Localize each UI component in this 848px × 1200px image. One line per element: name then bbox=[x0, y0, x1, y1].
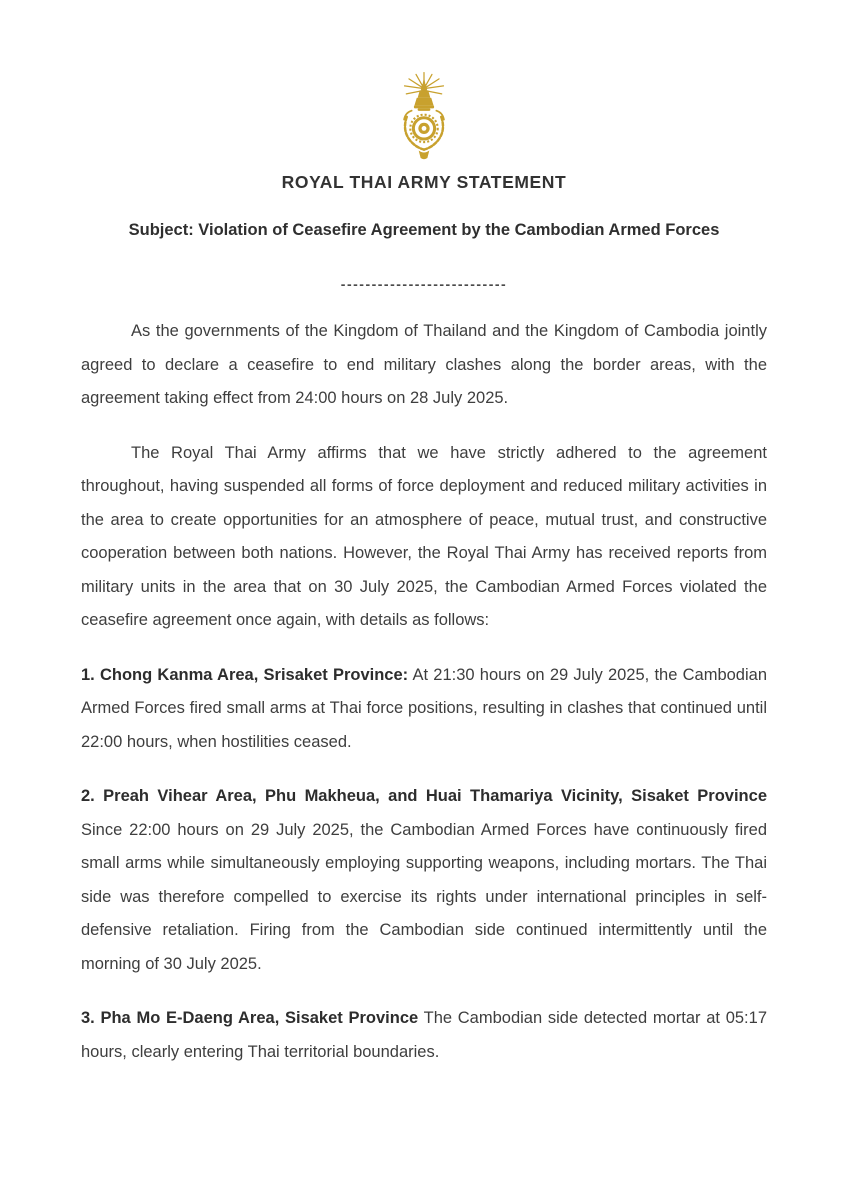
incident-1-text: At 21:30 hours on 29 July 2025, the Cambodian Armed Forces fired small arms at Thai force positions, resulting in clashes that continued until 22:00 hours, when hostilities ceased. bbox=[81, 665, 767, 751]
incident-item-3 bbox=[81, 1002, 767, 1069]
royal-thai-army-crest-icon bbox=[395, 70, 453, 162]
incident-item-2 bbox=[81, 780, 767, 981]
document-subject: Subject: Violation of Ceasefire Agreement by the Cambodian Armed Forces bbox=[128, 221, 720, 239]
affirmation-paragraph: The Royal Thai Army affirms that we have strictly adhered to the agreement throughout, having suspended all forms of force deployment and reduced military activities in the area to create opportunities for an atmosphere of peace, mutual trust, and constructive cooperation between both nations. However, the Royal Thai Army has received reports from military units in the area that on 30 July 2025, the Cambodian Armed Forces violated the ceasefire agreement once again, with details as follows: bbox=[81, 443, 767, 629]
document-title: ROYAL THAI ARMY STATEMENT bbox=[281, 172, 567, 192]
incident-3-heading: 3. Pha Mo E-Daeng Area, Sisaket Province bbox=[81, 1009, 419, 1027]
crest-crown bbox=[414, 77, 434, 111]
incident-item-1 bbox=[81, 659, 767, 760]
document-body bbox=[81, 315, 767, 1069]
incident-2-heading: 2. Preah Vihear Area, Phu Makheua, and Huai Thamariya Vicinity, Sisaket Province bbox=[81, 787, 767, 805]
crest-ribbon bbox=[419, 151, 430, 160]
incident-2-text: Since 22:00 hours on 29 July 2025, the Cambodian Armed Forces have continuously fired small arms while simultaneously employing supporting weapons, including mortars. The Thai side was therefore compelled to exercise its rights under international principles in self-defensive retaliation. Firing from the Cambodian side continued intermittently until the morning of 30 July 2025. bbox=[81, 820, 767, 973]
incident-1-heading: 1. Chong Kanma Area, Srisaket Province: bbox=[81, 665, 409, 684]
crest-rosette bbox=[410, 115, 437, 142]
opening-paragraph: As the governments of the Kingdom of Thailand and the Kingdom of Cambodia jointly agreed to declare a ceasefire to end military clashes along the border areas, with the agreement taking effect from 24:00 hours on 28 July 2025. bbox=[81, 322, 767, 407]
dashed-separator: --------------------------- bbox=[340, 276, 508, 292]
incident-3-text: The Cambodian side detected mortar at 05:17 hours, clearly entering Thai territorial boundaries. bbox=[81, 1009, 767, 1061]
